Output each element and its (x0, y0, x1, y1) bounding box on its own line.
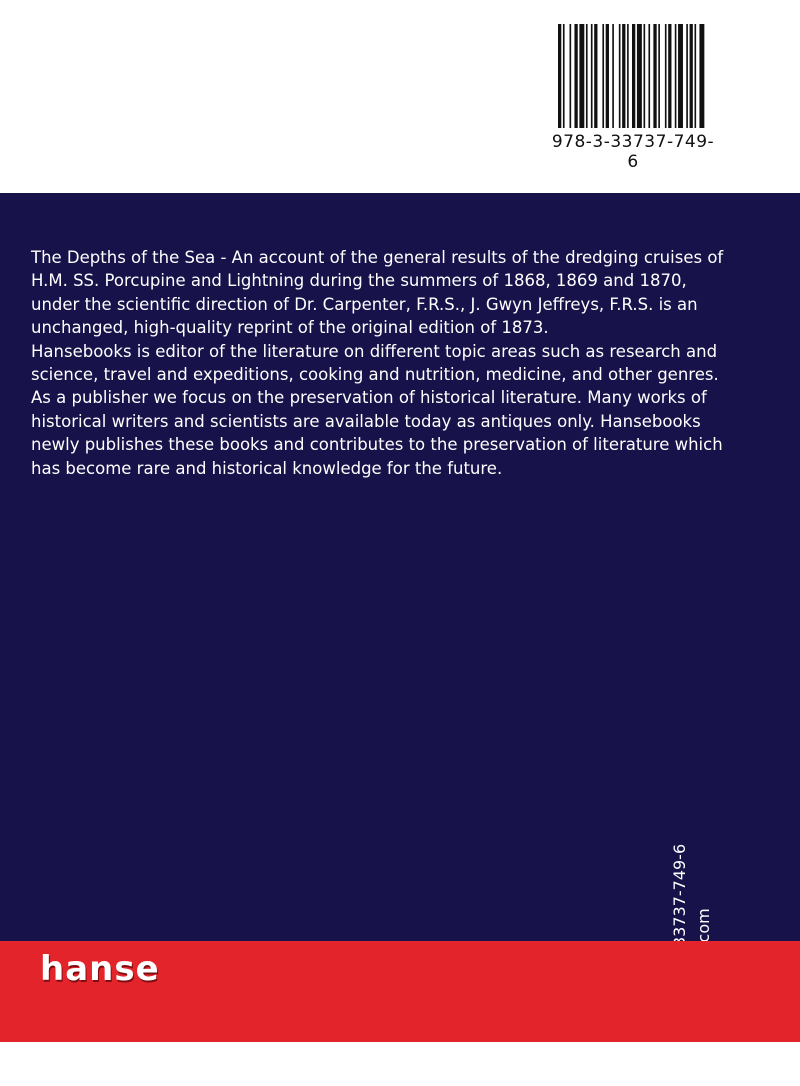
barcode-area (0, 0, 800, 193)
book-description (31, 246, 731, 480)
barcode-icon (558, 24, 706, 128)
description-paragraph-2: Hansebooks is editor of the literature on different topic areas such as research and science, travel and expeditions, cooking and nutrition, medicine, and other genres. As a publisher we focus on the preservation of historical literature. Many works of historical writers and scientists are available today as antiques only. Hansebooks newly publishes these books and contributes to the preservation of literature which has become rare and historical knowledge for the future. (31, 341, 723, 478)
hanse-logo: hanse (40, 949, 160, 989)
barcode-number: 978-3-33737-749-6 (551, 132, 715, 172)
back-cover-panel (0, 193, 800, 941)
barcode (548, 18, 718, 172)
footer-band (0, 941, 800, 1042)
description-paragraph-1: The Depths of the Sea - An account of the general results of the dredging cruises of H.M. SS. Porcupine and Lightning during the summers of 1868, 1869 and 1870, under the scientific direction of Dr. Carpenter, F.R.S., J. Gwyn Jeffreys, F.R.S. is an unchanged, high-quality reprint of the original edition of 1873. (31, 248, 724, 338)
